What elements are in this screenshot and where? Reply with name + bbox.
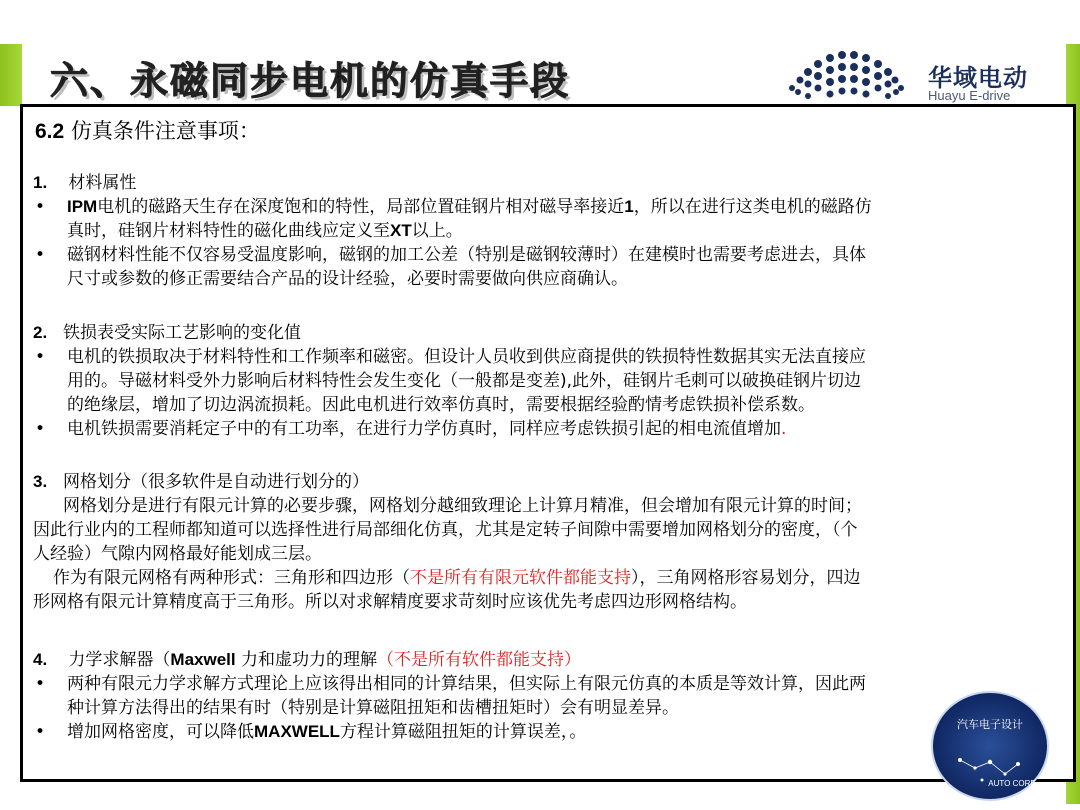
paragraph-line: 网格划分是进行有限元计算的必要步骤，网格划分越细致理论上计算月精准，但会增加有限元计算的时间；: [63, 496, 862, 516]
section-3-title: 3. 网格划分（很多软件是自动进行划分的）: [33, 472, 369, 492]
list-item: • 增加网格密度，可以降低MAXWELL方程计算磁阻扭矩的计算误差，。: [35, 722, 587, 742]
section-1-title: 1. 材料属性: [33, 173, 137, 193]
list-item-continuation: 种计算方法得出的结果有时（特别是计算磁阻扭矩和齿槽扭矩时）会有明显差异。: [67, 698, 679, 718]
bullet-icon: •: [35, 347, 46, 367]
section-1-number: 1.: [33, 173, 48, 192]
section-3-number: 3.: [33, 472, 48, 491]
section-4-number: 4.: [33, 650, 48, 669]
list-item: • 电机的铁损取决于材料特性和工作频率和磁密。但设计人员收到供应商提供的铁损特性数据其实无法直接应: [35, 347, 866, 367]
left-accent-bar: [0, 44, 22, 106]
heading-number: 6.2: [35, 120, 65, 143]
page-title: 六、永磁同步电机的仿真手段: [50, 59, 571, 103]
section-1: [33, 171, 1061, 291]
bullet-icon: •: [35, 419, 46, 439]
list-item-continuation: 用的。导磁材料受外力影响后材料特性会发生变化（一般都是变差),此外，硅钢片毛刺可以破换硅钢片切边: [67, 371, 862, 391]
content-box: [20, 104, 1076, 782]
list-item: • 两种有限元力学求解方式理论上应该得出相同的计算结果，但实际上有限元仿真的本质是等效计算，因此两: [35, 674, 866, 694]
bullet-icon: •: [35, 245, 46, 265]
list-item-continuation: 真时，硅钢片材料特性的磁化曲线应定义至XT以上。: [67, 221, 463, 241]
section-2-title: 2. 铁损表受实际工艺影响的变化值: [33, 323, 301, 343]
section-heading: [35, 115, 260, 145]
section-4-title: 4. 力学求解器（Maxwell 力和虚功力的理解（不是所有软件都能支持）: [33, 650, 582, 670]
logo-text-en: Huayu E-drive: [928, 88, 1011, 103]
list-item: • IPM电机的磁路天生存在深度饱和的特性，局部位置硅钢片相对磁导率接近1，所以在进行这类电机的磁路仿: [35, 197, 872, 217]
paragraph-line: 形网格有限元计算精度高于三角形。所以对求解精度要求苛刻时应该优先考虑四边形网格结构。: [33, 592, 747, 612]
list-item-continuation: 尺寸或参数的修正需要结合产品的设计经验，必要时需要做向供应商确认。: [67, 269, 628, 289]
heading-text: 仿真条件注意事项：: [64, 119, 260, 143]
watermark-badge-icon: [930, 690, 1050, 802]
badge-text-bottom: AUTO CORE: [988, 779, 1036, 788]
paragraph-line: 作为有限元网格有两种形式：三角形和四边形（不是所有有限元软件都能支持），三角网格形容易划分，四边: [53, 568, 861, 588]
paragraph-line: 人经验）气隙内网格最好能划成三层。: [33, 544, 322, 564]
bullet-icon: •: [35, 722, 46, 742]
list-item-continuation: 的绝缘层，增加了切边涡流损耗。因此电机进行效率仿真时，需要根据经验酌情考虑铁损补偿系数。: [67, 395, 815, 415]
section-4: [33, 648, 1061, 744]
section-2: [33, 321, 1061, 441]
bullet-icon: •: [35, 197, 46, 217]
logo-sphere-icon: [778, 44, 918, 106]
bullet-icon: •: [35, 674, 46, 694]
badge-text-top: 汽车电子设计: [957, 718, 1023, 731]
paragraph-line: 因此行业内的工程师都知道可以选择性进行局部细化仿真，尤其是定转子间隙中需要增加网格划分的密度，（个: [33, 520, 858, 540]
section-3: [33, 470, 1061, 614]
list-item: • 电机铁损需要消耗定子中的有工功率，在进行力学仿真时，同样应考虑铁损引起的相电流值增加.: [35, 419, 787, 439]
list-item: • 磁钢材料性能不仅容易受温度影响，磁钢的加工公差（特别是磁钢较薄时）在建模时也需要考虑进去，具体: [35, 245, 866, 265]
logo-text-cn: 华域电动: [928, 64, 1028, 92]
company-logo: [778, 44, 1078, 106]
section-2-number: 2.: [33, 323, 48, 342]
